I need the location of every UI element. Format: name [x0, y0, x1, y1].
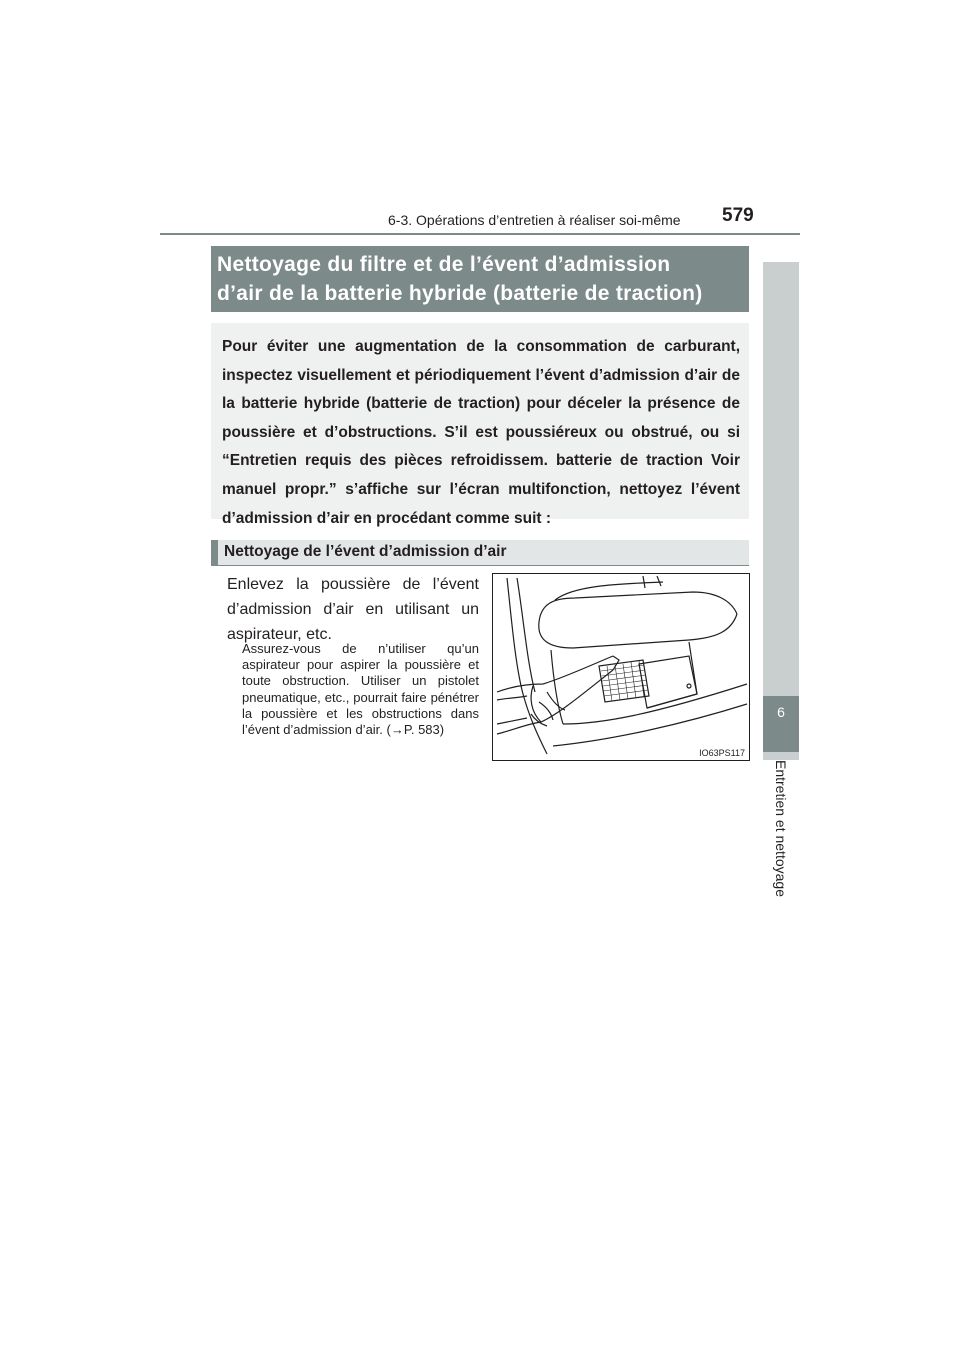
subsection-heading-marker [211, 540, 218, 566]
intro-paragraph: Pour éviter une augmentation de la consommation de carburant, inspectez visuellement et périodiquement l’évent d’admission d’air de la batterie hybride (batterie de traction) pour déceler la présence de poussière et d’obstructions. S’il est poussiéreux ou obstrué, ou si “Entretien requis des pièces refroidissem. batterie de traction Voir manuel propr.” s’affiche sur l’écran multifonction, nettoyez l’évent d’admission d’air en procédant comme suit : [222, 338, 740, 527]
note-paragraph: Assurez-vous de n’utiliser qu’un aspirateur pour aspirer la poussière et toute obstruction. Utiliser un pistolet pneumatique, etc., pourrait faire pénétrer la poussière et les obstructions dans l’évent d’admission d’air. (→P. 583) [242, 641, 479, 738]
figure-code: IO63PS117 [699, 748, 745, 758]
subsection-heading-rule [211, 565, 749, 566]
header-rule [160, 233, 800, 235]
chapter-number: 6 [777, 704, 785, 720]
page-number: 579 [722, 205, 754, 226]
vacuum-cleaning-illustration [493, 574, 749, 760]
step-paragraph: Enlevez la poussière de l’évent d’admission d’air en utilisant un aspirateur, etc. [227, 576, 479, 643]
illustration-vacuum-air-vent [492, 573, 750, 761]
running-header-section: 6-3. Opérations d’entretien à réaliser soi-même [388, 212, 681, 228]
section-title-box [211, 246, 749, 312]
subsection-heading: Nettoyage de l’évent d’admission d’air [224, 543, 507, 560]
section-title-line-1: Nettoyage du filtre et de l’évent d’admission [217, 253, 671, 276]
chapter-title: Entretien et nettoyage [773, 760, 789, 897]
section-title-line-2: d’air de la batterie hybride (batterie de traction) [217, 282, 703, 305]
